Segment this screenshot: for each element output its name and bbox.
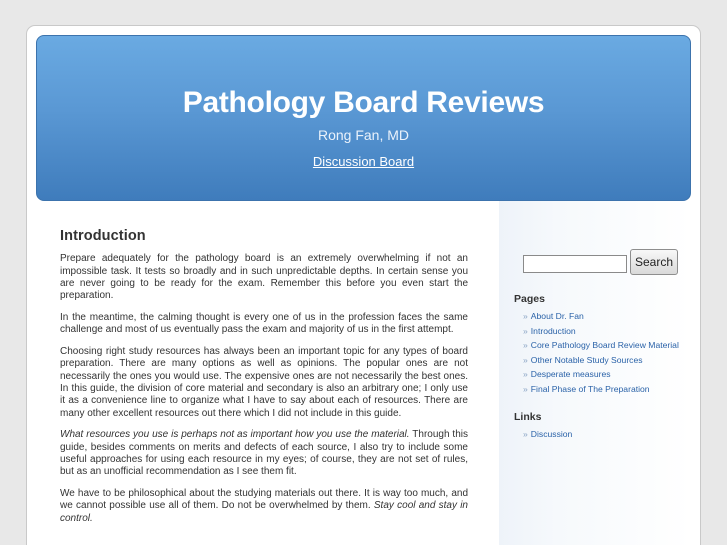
- paragraph-5-text: We have to be philosophical about the studying materials out there. It is way too much, and we cannot possible use all of them. Do not be overwhelmed by them.: [60, 488, 468, 512]
- main-content: [60, 230, 468, 534]
- bullet-icon: »: [523, 354, 528, 365]
- sidebar-item-discussion[interactable]: » Discussion: [523, 429, 573, 439]
- search-input[interactable]: [523, 255, 627, 273]
- links-list: [523, 427, 572, 442]
- site-title[interactable]: Pathology Board Reviews: [182, 86, 545, 119]
- sidebar: [499, 201, 691, 545]
- sidebar-item-about-dr-fan[interactable]: » About Dr. Fan: [523, 311, 584, 321]
- bullet-icon: »: [523, 369, 528, 380]
- site-subtitle: Rong Fan, MD: [317, 127, 410, 143]
- sidebar-item-other-sources[interactable]: » Other Notable Study Sources: [523, 354, 643, 365]
- post-title: Introduction: [60, 228, 146, 244]
- bullet-icon: »: [523, 311, 528, 321]
- search-button[interactable]: Search: [630, 249, 678, 275]
- paragraph-3: Choosing right study resources has always been an important topic for any types of board preparation. There are many options as well as opinions. The popular ones are not necessarily the ones you would use. The expensive ones are not necessarily the best ones. In this guide, the division of core material and secondary is also an arbitrary one; I only use it as a convenience line to organize what I have to say about each of resources. There are many other excellent resources out there which I did not include in this guide.: [60, 346, 468, 419]
- paragraph-5: [60, 488, 468, 525]
- pages-list: [523, 309, 679, 397]
- bullet-icon: »: [523, 340, 528, 351]
- site-header: [36, 35, 691, 201]
- bullet-icon: »: [523, 383, 528, 394]
- paragraph-4: [60, 429, 468, 478]
- sidebar-item-introduction[interactable]: » Introduction: [523, 325, 576, 336]
- paragraph-4-text: Through this guide, besides comments on merits and defects of each source, I also try to include some useful approaches for using each resource in my eyes; of course, they are not set of rules, but as an unofficial recommendation as I see them fit.: [60, 429, 468, 478]
- links-heading: Links: [514, 411, 542, 423]
- paragraph-2: In the meantime, the calming thought is every one of us in the profession faces the same challenge and most of us eventually pass the exam and majority of us in the first attempt.: [60, 311, 468, 336]
- paragraph-4-emphasis: What resources you use is perhaps not as important how you use the material.: [60, 429, 410, 441]
- page-container: [26, 25, 701, 545]
- paragraph-1: Prepare adequately for the pathology board is an extremely overwhelming if not an impossible task. It tests so broadly and in such unpredictable depths. In certain sense you are never going to be ready for the exam. Remember this before you even start the preparation.: [60, 253, 468, 302]
- sidebar-item-final-phase[interactable]: » Final Phase of The Preparation: [523, 383, 650, 394]
- sidebar-item-desperate-measures[interactable]: » Desperate measures: [523, 369, 611, 380]
- paragraph-5-emphasis: Stay cool and stay in control.: [60, 500, 468, 524]
- discussion-board-link[interactable]: Discussion Board: [312, 154, 415, 169]
- sidebar-item-core-material[interactable]: » Core Pathology Board Review Material: [523, 340, 679, 351]
- pages-heading: Pages: [514, 293, 545, 305]
- bullet-icon: »: [523, 429, 528, 439]
- bullet-icon: »: [523, 325, 528, 336]
